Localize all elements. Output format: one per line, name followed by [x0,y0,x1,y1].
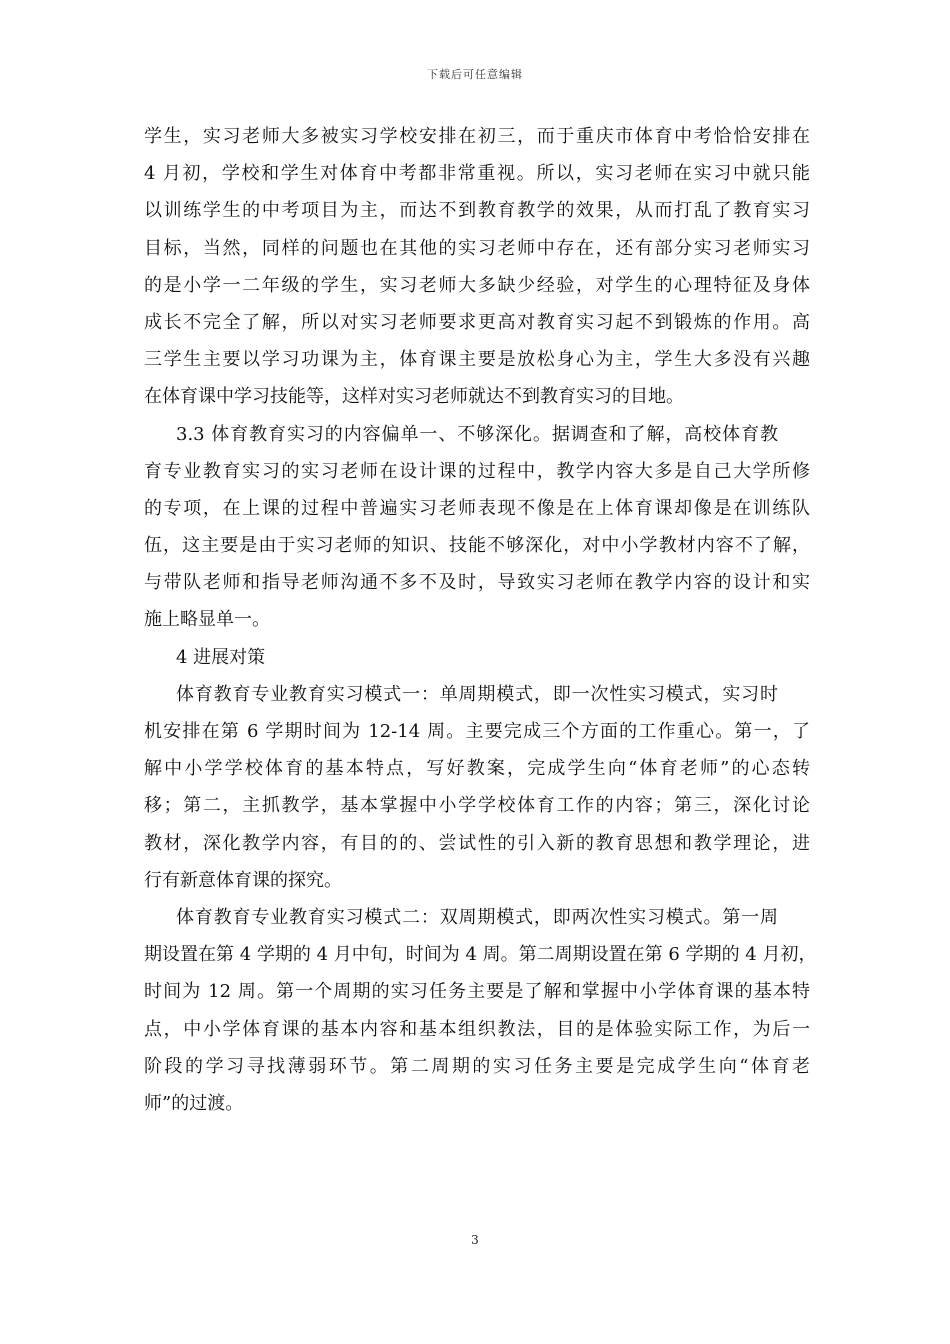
text-line [144,378,810,415]
text-line [144,527,810,564]
text-line [144,230,810,267]
text-line [144,973,810,1010]
text-line-content: 与带队老师和指导老师沟通不多不及时，导致实习老师在教学内容的设计和实 [144,572,810,594]
text-line-content: 点，中小学体育课的基本内容和基本组织教法，目的是体验实际工作，为后一 [144,1018,810,1040]
text-line-content: 师”的过渡。 [144,1092,244,1114]
text-line-content: 阶段的学习寻找薄弱环节。第二周期的实习任务主要是完成学生向“体育老 [144,1055,810,1077]
text-line [144,341,810,378]
text-line [144,490,810,527]
text-line [144,899,810,936]
text-line-content: 移；第二，主抓教学，基本掌握中小学学校体育工作的内容；第三，深化讨论 [144,795,810,817]
text-line [144,416,810,453]
text-line-content: 体育教育专业教育实习模式二：双周期模式，即两次性实习模式。第一周 [176,906,778,928]
text-line-content: 施上略显单一。 [144,609,270,631]
text-line-content: 行有新意体育课的探究。 [144,869,342,891]
text-line-content: 的专项，在上课的过程中普遍实习老师表现不像是在上体育课却像是在训练队 [144,497,810,519]
text-line [144,862,810,899]
text-line-content: 学生，实习老师大多被实习学校安排在初三，而于重庆市体育中考恰恰安排在 [144,126,810,147]
text-line [144,750,810,787]
text-line-content: 伍，这主要是由于实习老师的知识、技能不够深化，对中小学教材内容不了解， [144,535,810,557]
text-line [144,1011,810,1048]
page-header: 下载后可任意编辑 [427,68,523,81]
text-line-content: 目标，当然，同样的问题也在其他的实习老师中存在，还有部分实习老师实习 [144,237,810,259]
text-line [144,601,810,638]
text-line-content: 在体育课中学习技能等，这样对实习老师就达不到教育实习的目地。 [144,386,684,408]
text-line [144,639,810,676]
text-line-content: 三学生主要以学习功课为主，体育课主要是放松身心为主，学生大多没有兴趣 [144,349,810,371]
text-line [144,192,810,229]
text-line-content: 教材，深化教学内容，有目的的、尝试性的引入新的教育思想和教学理论，进 [144,832,810,854]
text-line-content: 3.3 体育教育实习的内容偏单一、不够深化。据调查和了解，高校体育教 [176,423,778,445]
document-body [144,118,817,1122]
text-line-content: 解中小学学校体育的基本特点，写好教案，完成学生向“体育老师”的心态转 [144,758,810,780]
text-line-content: 时间为 12 周。第一个周期的实习任务主要是了解和掌握中小学体育课的基本特 [144,981,810,1003]
text-line-content: 成长不完全了解，所以对实习老师要求更高对教育实习起不到锻炼的作用。高 [144,311,810,333]
text-line [144,787,810,824]
page-number: 3 [471,1233,479,1247]
text-line [144,267,810,304]
text-line-content: 机安排在第 6 学期时间为 12-14 周。主要完成三个方面的工作重心。第一，了 [144,721,810,742]
text-line [144,453,810,490]
text-line-content: 以训练学生的中考项目为主，而达不到教育教学的效果，从而打乱了教育实习 [144,200,810,222]
text-line-content: 的是小学一二年级的学生，实习老师大多缺少经验，对学生的心理特征及身体 [144,274,810,296]
text-line [144,564,810,601]
text-line [144,118,810,155]
text-line [144,676,810,713]
text-line [144,304,810,341]
text-line [144,936,817,973]
text-line [144,1048,810,1085]
text-line-content: 育专业教育实习的实习老师在设计课的过程中，教学内容大多是自己大学所修 [144,460,810,482]
text-line-content: 体育教育专业教育实习模式一：单周期模式，即一次性实习模式，实习时 [176,683,778,705]
text-line [144,1085,810,1122]
text-line-content: 4 月初，学校和学生对体育中考都非常重视。所以，实习老师在实习中就只能 [144,163,810,185]
text-line-content: 4 进展对策 [176,646,266,668]
text-line-content: 期设置在第 4 学期的 4 月中旬，时间为 4 周。第二周期设置在第 6 学期的 4 月初， [144,944,817,966]
text-line [144,713,810,750]
text-line [144,155,810,192]
text-line [144,825,810,862]
